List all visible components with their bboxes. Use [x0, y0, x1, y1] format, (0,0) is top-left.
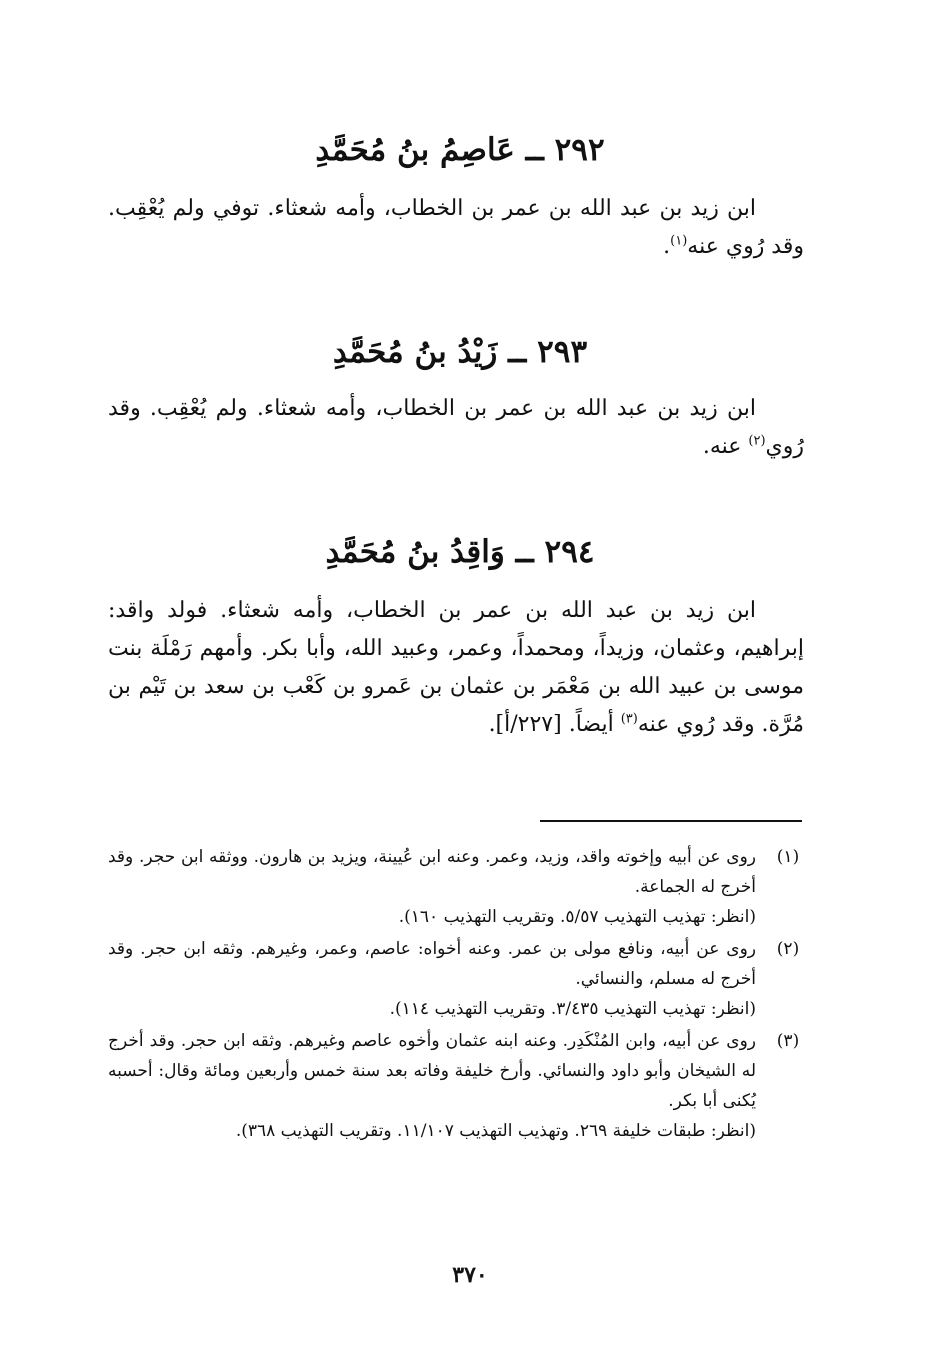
entry-text: ابن زيد بن عبد الله بن عمر بن الخطاب، وأمه شعثاء. توفي ولم يُعْقِب. وقد رُوي عنه — [108, 196, 804, 259]
entry-text-end: عنه. — [702, 434, 749, 459]
footnote-ref: (١) — [670, 233, 688, 249]
footnote-text: روى عن أبيه، وابن المُنْكَدِر. وعنه ابنه عثمان وأخوه عاصم وغيرهم. وثقه ابن حجر. وقد أخرج له الشيخان وأبو داود والنسائي. وأرخ خليفة وفاته بعد سنة خمس وأربعين ومائة وقال: أحسبه يُكنى أبا بكر. — [108, 1031, 756, 1111]
entry-text-end: أيضاً. [٢٢٧/أ]. — [488, 712, 621, 737]
footnote-text: روى عن أبيه وإخوته واقد، وزيد، وعمر. وعنه ابن عُيينة، ويزيد بن هارون. ووثقه ابن حجر. وقد أخرج له الجماعة. — [108, 847, 756, 897]
footnote-references: (انظر: تهذيب التهذيب ٥/٥٧. وتقريب التهذيب ١٦٠). — [398, 907, 756, 927]
entry-body-293 — [108, 390, 804, 466]
page-number: ٣٧٠ — [452, 1262, 488, 1288]
entry-body-294 — [108, 592, 804, 744]
footnote-1 — [108, 842, 808, 932]
footnote-ref: (٣) — [620, 711, 638, 727]
footnote-text: روى عن أبيه، ونافع مولى بن عمر. وعنه أخواه: عاصم، وعمر، وغيرهم. وثقه ابن حجر. وقد أخرج له مسلم، والنسائي. — [108, 939, 756, 989]
entry-text: ابن زيد بن عبد الله بن عمر بن الخطاب، وأمه شعثاء. فولد واقد: إبراهيم، وعثمان، وزيداً، ومحمداً، وعمر، وعبيد الله، وأبا بكر. وأمهم رَمْلَة بنت موسى بن عبيد الله بن مَعْمَر بن عثمان بن عَمرو بن كَعْب بن سعد بن تَيْم بن مُرَّة. وقد رُوي عنه — [108, 598, 804, 737]
footnote-divider — [540, 820, 802, 822]
footnotes — [108, 842, 808, 1148]
footnote-number: (١) — [776, 847, 800, 867]
footnote-3 — [108, 1026, 808, 1146]
entry-title-292: ٢٩٢ ــ عَاصِمُ بنُ مُحَمَّدِ — [315, 132, 605, 168]
footnote-number: (٣) — [776, 1031, 800, 1051]
entry-body-292 — [108, 190, 804, 266]
entry-text: ابن زيد بن عبد الله بن عمر بن الخطاب، وأمه شعثاء. ولم يُعْقِب. وقد رُوي — [108, 396, 804, 459]
footnote-ref: (٢) — [748, 433, 766, 449]
footnote-references: (انظر: تهذيب التهذيب ٣/٤٣٥. وتقريب التهذيب ١١٤). — [389, 999, 756, 1019]
footnote-number: (٢) — [776, 939, 800, 959]
entry-text-end: . — [663, 234, 671, 259]
footnote-references: (انظر: طبقات خليفة ٢٦٩. وتهذيب التهذيب ١١/١٠٧. وتقريب التهذيب ٣٦٨). — [235, 1121, 756, 1141]
entry-title-294: ٢٩٤ ــ وَاقِدُ بنُ مُحَمَّدِ — [325, 534, 595, 570]
entry-title-293: ٢٩٣ ــ زَيْدُ بنُ مُحَمَّدِ — [332, 334, 588, 370]
footnote-2 — [108, 934, 808, 1024]
